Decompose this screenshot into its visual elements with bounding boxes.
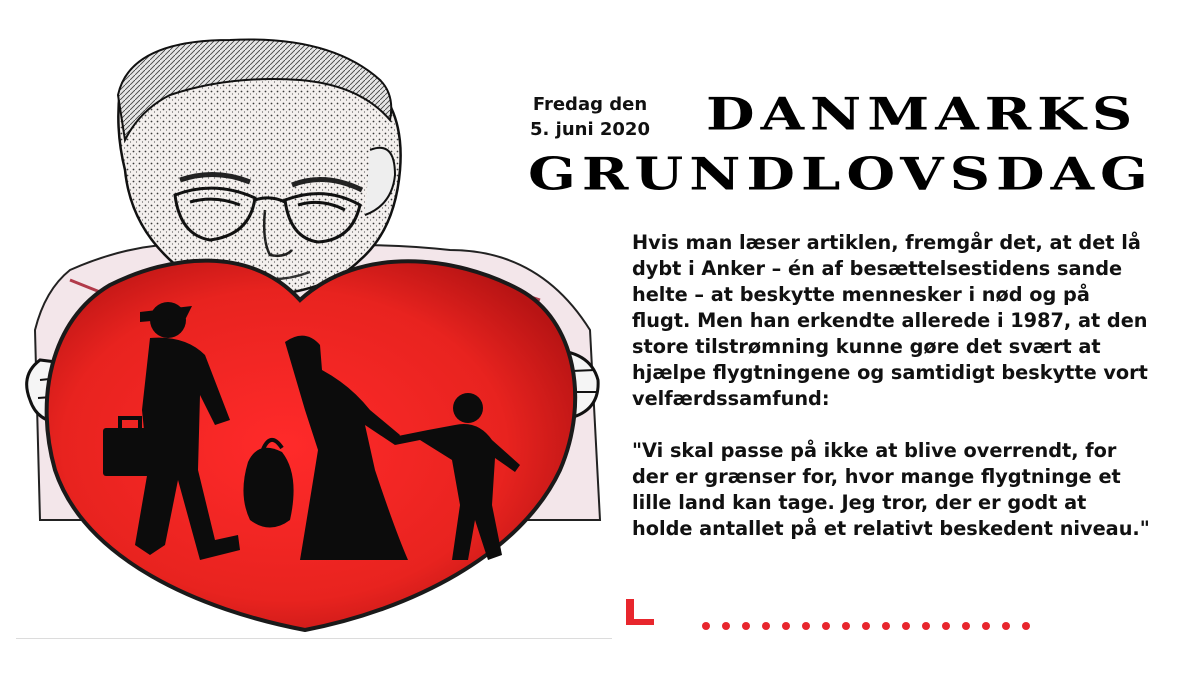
title-grundlovsdag: GRUNDLOVSDAG (528, 148, 1154, 201)
article-quote: "Vi skal passe på ikke at blive overrendt, for der er grænser for, hvor mange flygtninge et lille land kan tage. Jeg tror, der er godt at holde antallet på et relativt beskedent niveau." (632, 439, 1150, 540)
corner-bracket-icon (624, 597, 656, 627)
title-danmarks: DANMARKS (706, 88, 1139, 141)
date-day: 5. juni 2020 (530, 119, 650, 140)
date-weekday: Fredag den (532, 94, 648, 115)
article-body (632, 230, 1152, 542)
date-label (522, 92, 658, 142)
article-paragraph: Hvis man læser artiklen, fremgår det, at det lå dybt i Anker – én af besættelsestidens sande helte – at beskytte mennesker i nød og på flugt. Men han erkendte allerede i 1987, at den store tilstrømning kunne gøre det svært at hjælpe flygtningene og samtidigt beskytte vort velfærdssamfund: (632, 231, 1148, 410)
divider-line (16, 638, 612, 639)
dotted-line-decoration (700, 620, 1040, 632)
